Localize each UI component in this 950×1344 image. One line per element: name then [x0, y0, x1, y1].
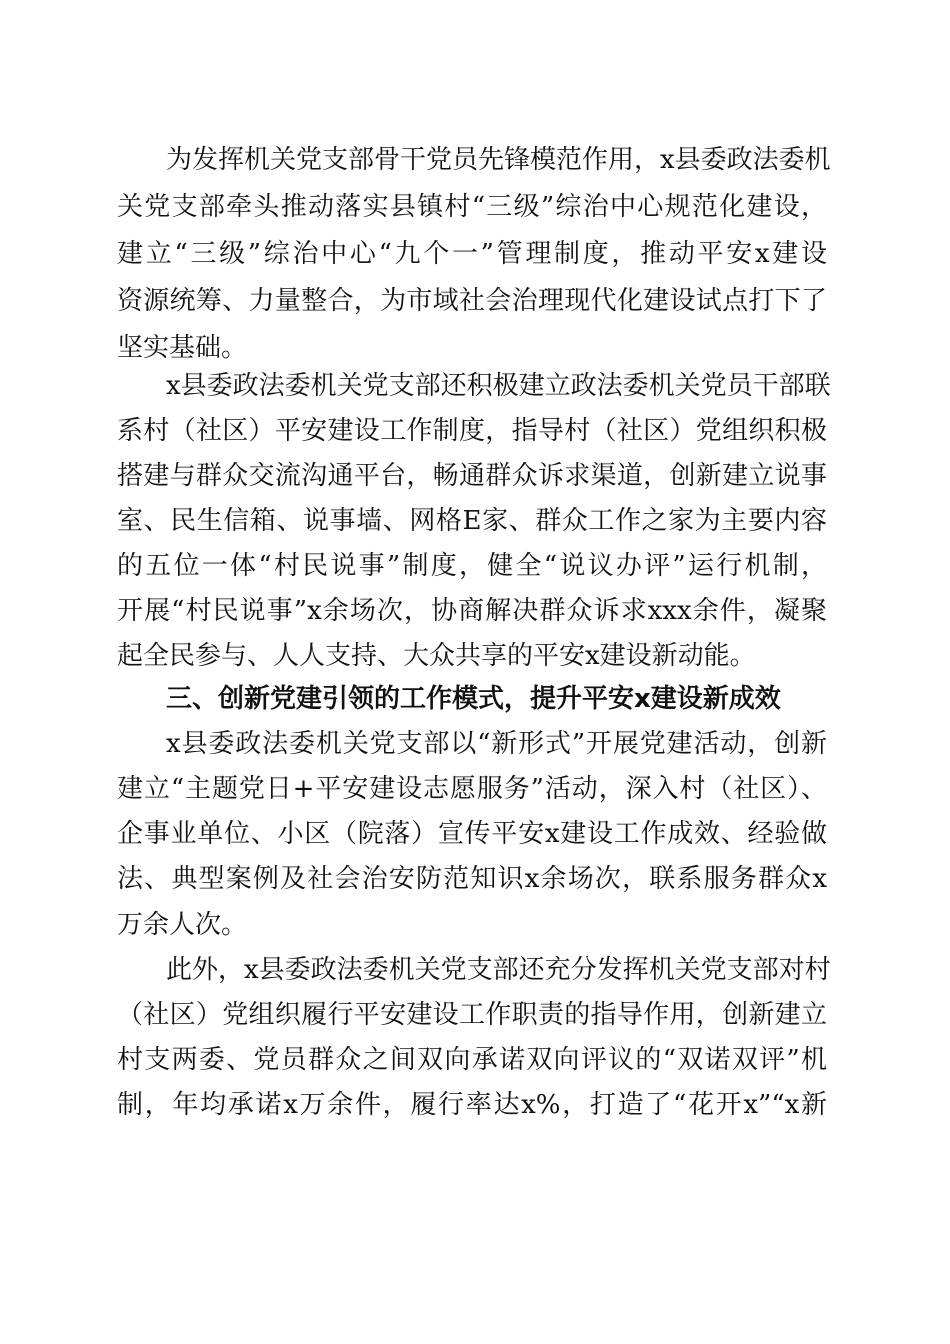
paragraph-4-line-3: 村支两委、党员群众之间双向承诺双向评议的“双诺双评”机 [117, 1045, 827, 1075]
paragraph-2-line-3: 搭建与群众交流沟通平台，畅通群众诉求渠道，创新建立说事 [117, 461, 827, 491]
paragraph-4-line-2: （社区）党组织履行平安建设工作职责的指导作用，创新建立 [117, 1000, 827, 1030]
paragraph-2-line-6: 开展“村民说事”x余场次，协商解决群众诉求xxx余件，凝聚 [117, 596, 827, 626]
section-heading: 三、创新党建引领的工作模式，提升平安x建设新成效 [166, 684, 781, 714]
paragraph-1-line-1: 为发挥机关党支部骨干党员先锋模范作用，x县委政法委机 [166, 145, 831, 175]
paragraph-2-line-4: 室、民生信箱、说事墙、网格E家、群众工作之家为主要内容 [117, 506, 827, 536]
paragraph-3-line-4: 法、典型案例及社会治安防范知识x余场次，联系服务群众x [117, 864, 827, 894]
paragraph-2-line-5: 的五位一体“村民说事”制度，健全“说议办评”运行机制， [117, 551, 827, 581]
paragraph-3-line-5: 万余人次。 [117, 910, 248, 940]
paragraph-4-line-4: 制，年均承诺x万余件，履行率达x%，打造了“花开x”“x新 [117, 1090, 827, 1120]
paragraph-4-line-1: 此外，x县委政法委机关党支部还充分发挥机关党支部对村 [166, 955, 831, 985]
paragraph-2-line-2: 系村（社区）平安建设工作制度，指导村（社区）党组织积极 [117, 416, 827, 446]
paragraph-1-line-4: 资源统筹、力量整合，为市域社会治理现代化建设试点打下了 [117, 286, 827, 316]
paragraph-3-line-2: 建立“主题党日+平安建设志愿服务”活动，深入村（社区）、 [117, 774, 827, 804]
paragraph-2-line-7: 起全民参与、人人支持、大众共享的平安x建设新动能。 [117, 641, 756, 671]
paragraph-1-line-5: 坚实基础。 [117, 333, 248, 363]
paragraph-2-line-1: x县委政法委机关党支部还积极建立政法委机关党员干部联 [166, 371, 831, 401]
paragraph-3-line-3: 企事业单位、小区（院落）宣传平安x建设工作成效、经验做 [117, 819, 827, 849]
paragraph-3-line-1: x县委政法委机关党支部以“新形式”开展党建活动，创新 [166, 729, 827, 759]
paragraph-1-line-2: 关党支部牵头推动落实县镇村“三级”综治中心规范化建设， [117, 192, 827, 222]
paragraph-1-line-3: 建立“三级”综治中心“九个一”管理制度，推动平安x建设 [117, 239, 827, 269]
